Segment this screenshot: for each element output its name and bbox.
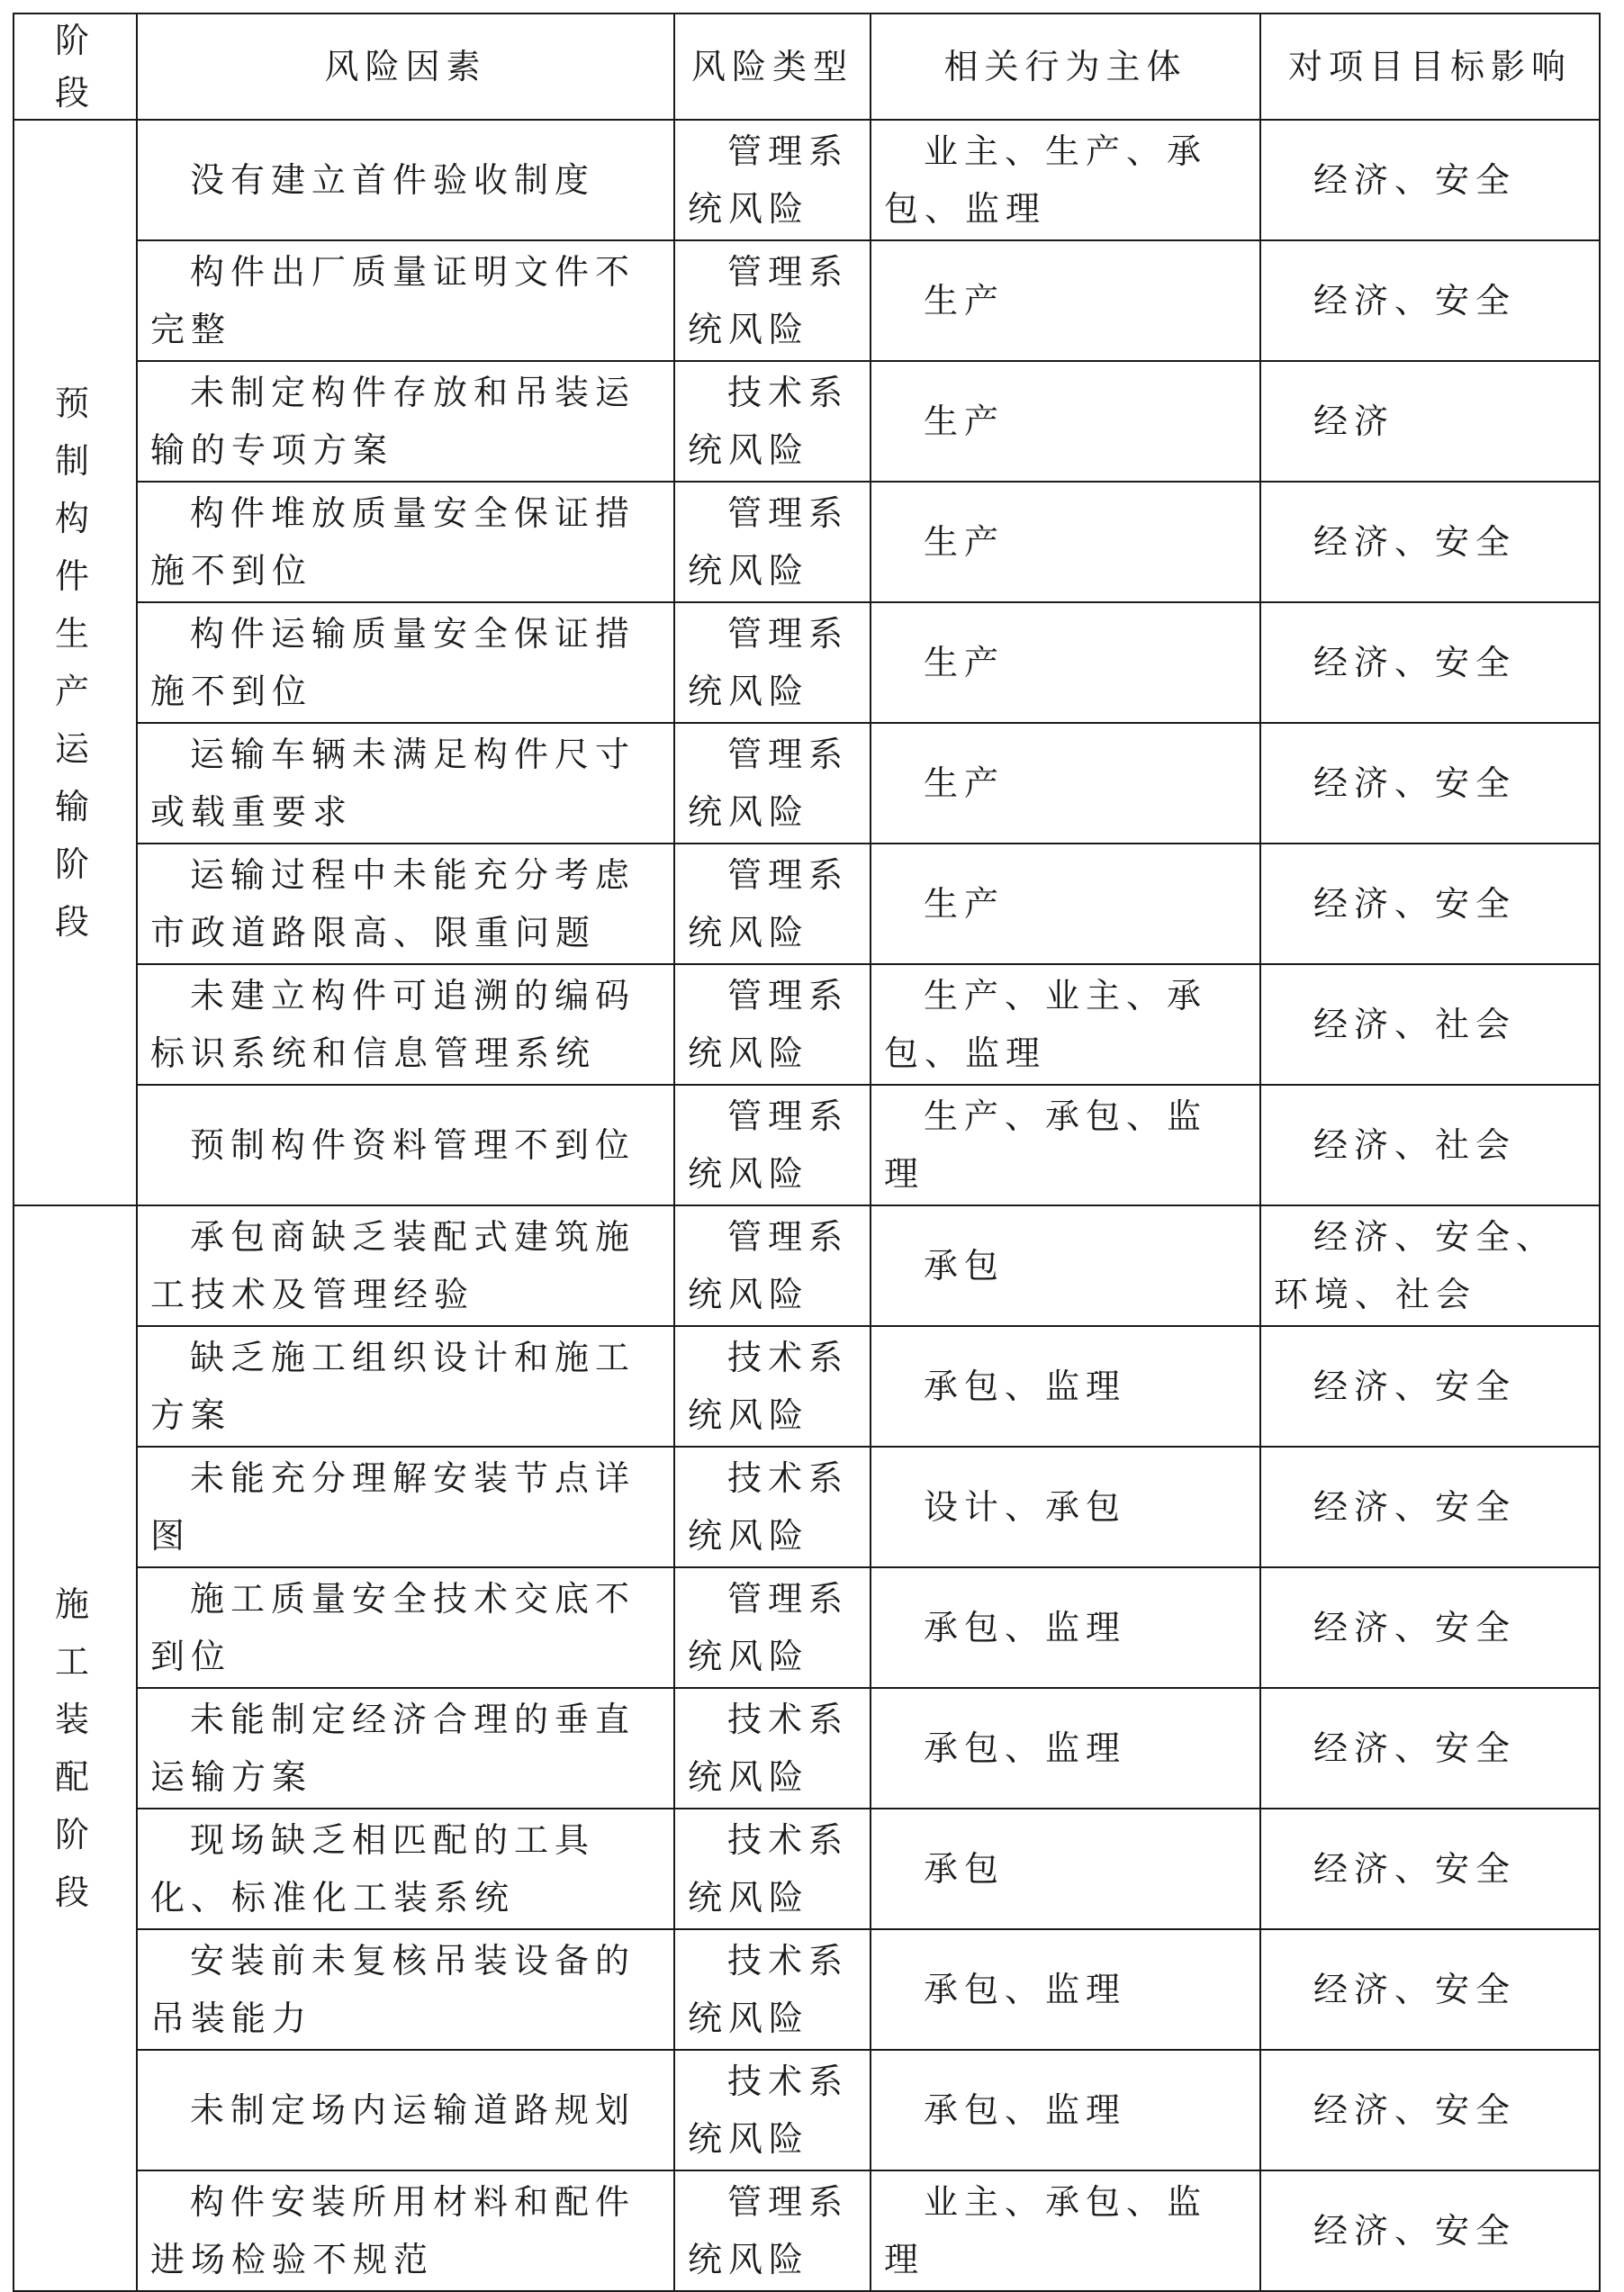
factor-cell: 安装前未复核吊装设备的吊装能力 xyxy=(137,1929,674,2050)
rtype-cell: 技术系统风险 xyxy=(674,2050,871,2170)
rtype-cell: 管理系统风险 xyxy=(674,602,871,723)
factor-cell: 现场缺乏相匹配的工具化、标准化工装系统 xyxy=(137,1809,674,1929)
actor-cell: 承包、监理 xyxy=(871,1688,1260,1809)
factor-cell: 没有建立首件验收制度 xyxy=(137,120,674,240)
factor-cell: 未能充分理解安装节点详图 xyxy=(137,1447,674,1567)
rtype-cell: 技术系统风险 xyxy=(674,1447,871,1567)
table-row xyxy=(14,1085,1600,1205)
actor-cell: 承包、监理 xyxy=(871,1567,1260,1688)
table-row xyxy=(14,1326,1600,1447)
rtype-cell: 技术系统风险 xyxy=(674,1929,871,2050)
table-row xyxy=(14,482,1600,602)
table-row xyxy=(14,1205,1600,1326)
rtype-cell: 技术系统风险 xyxy=(674,1809,871,1929)
header-impact: 对项目目标影响 xyxy=(1260,14,1600,120)
factor-cell: 未制定场内运输道路规划 xyxy=(137,2050,674,2170)
rtype-cell: 管理系统风险 xyxy=(674,844,871,964)
header-type: 风险类型 xyxy=(674,14,871,120)
risk-table xyxy=(13,13,1601,2292)
impact-cell: 经济、安全 xyxy=(1260,1447,1600,1567)
factor-cell: 运输过程中未能充分考虑市政道路限高、限重问题 xyxy=(137,844,674,964)
table-row xyxy=(14,1929,1600,2050)
impact-cell: 经济、安全 xyxy=(1260,1326,1600,1447)
table-row xyxy=(14,844,1600,964)
actor-cell: 生产 xyxy=(871,240,1260,361)
stage-cell xyxy=(14,120,137,1205)
impact-cell: 经济、安全 xyxy=(1260,602,1600,723)
impact-cell: 经济、安全 xyxy=(1260,2170,1600,2291)
actor-cell: 承包 xyxy=(871,1205,1260,1326)
rtype-cell: 技术系统风险 xyxy=(674,1688,871,1809)
rtype-cell: 管理系统风险 xyxy=(674,2170,871,2291)
table-row xyxy=(14,2170,1600,2291)
actor-cell: 承包、监理 xyxy=(871,1326,1260,1447)
factor-cell: 缺乏施工组织设计和施工方案 xyxy=(137,1326,674,1447)
table-row xyxy=(14,1809,1600,1929)
impact-cell: 经济、安全 xyxy=(1260,1809,1600,1929)
rtype-cell: 技术系统风险 xyxy=(674,1326,871,1447)
rtype-cell: 管理系统风险 xyxy=(674,1567,871,1688)
impact-cell: 经济、社会 xyxy=(1260,964,1600,1085)
impact-cell: 经济、安全 xyxy=(1260,482,1600,602)
table-row xyxy=(14,964,1600,1085)
actor-cell: 生产 xyxy=(871,482,1260,602)
factor-cell: 承包商缺乏装配式建筑施工技术及管理经验 xyxy=(137,1205,674,1326)
rtype-cell: 管理系统风险 xyxy=(674,1205,871,1326)
rtype-cell: 技术系统风险 xyxy=(674,361,871,482)
factor-cell: 未能制定经济合理的垂直运输方案 xyxy=(137,1688,674,1809)
factor-cell: 施工质量安全技术交底不到位 xyxy=(137,1567,674,1688)
header-actor: 相关行为主体 xyxy=(871,14,1260,120)
impact-cell: 经济、安全 xyxy=(1260,844,1600,964)
impact-cell: 经济、安全 xyxy=(1260,1929,1600,2050)
impact-cell: 经济、安全 xyxy=(1260,723,1600,844)
rtype-cell: 管理系统风险 xyxy=(674,120,871,240)
stage-label: 预制构件生产运输阶段 xyxy=(54,384,95,942)
actor-cell: 生产、承包、监理 xyxy=(871,1085,1260,1205)
impact-cell: 经济、安全 xyxy=(1260,240,1600,361)
factor-cell: 构件安装所用材料和配件进场检验不规范 xyxy=(137,2170,674,2291)
header-factor: 风险因素 xyxy=(137,14,674,120)
actor-cell: 业主、承包、监理 xyxy=(871,2170,1260,2291)
actor-cell: 承包、监理 xyxy=(871,2050,1260,2170)
factor-cell: 构件出厂质量证明文件不完整 xyxy=(137,240,674,361)
factor-cell: 运输车辆未满足构件尺寸或载重要求 xyxy=(137,723,674,844)
actor-cell: 业主、生产、承包、监理 xyxy=(871,120,1260,240)
factor-cell: 未建立构件可追溯的编码标识系统和信息管理系统 xyxy=(137,964,674,1085)
stage-label: 施工装配阶段 xyxy=(54,1584,95,1912)
header-stage: 阶 段 xyxy=(14,14,137,120)
impact-cell: 经济、安全、环境、社会 xyxy=(1260,1205,1600,1326)
table-body xyxy=(14,120,1600,2291)
factor-cell: 构件运输质量安全保证措施不到位 xyxy=(137,602,674,723)
impact-cell: 经济、安全 xyxy=(1260,1688,1600,1809)
actor-cell: 设计、承包 xyxy=(871,1447,1260,1567)
impact-cell: 经济、安全 xyxy=(1260,2050,1600,2170)
table-row xyxy=(14,361,1600,482)
actor-cell: 承包、监理 xyxy=(871,1929,1260,2050)
actor-cell: 生产 xyxy=(871,723,1260,844)
rtype-cell: 管理系统风险 xyxy=(674,723,871,844)
factor-cell: 构件堆放质量安全保证措施不到位 xyxy=(137,482,674,602)
table-row xyxy=(14,120,1600,240)
table-row xyxy=(14,240,1600,361)
header-row xyxy=(14,14,1600,120)
factor-cell: 预制构件资料管理不到位 xyxy=(137,1085,674,1205)
table-row xyxy=(14,1447,1600,1567)
table-row xyxy=(14,2050,1600,2170)
rtype-cell: 管理系统风险 xyxy=(674,240,871,361)
actor-cell: 生产 xyxy=(871,602,1260,723)
impact-cell: 经济、安全 xyxy=(1260,120,1600,240)
impact-cell: 经济、安全 xyxy=(1260,1567,1600,1688)
factor-cell: 未制定构件存放和吊装运输的专项方案 xyxy=(137,361,674,482)
rtype-cell: 管理系统风险 xyxy=(674,964,871,1085)
table-row xyxy=(14,602,1600,723)
impact-cell: 经济 xyxy=(1260,361,1600,482)
impact-cell: 经济、社会 xyxy=(1260,1085,1600,1205)
stage-cell xyxy=(14,1205,137,2291)
actor-cell: 承包 xyxy=(871,1809,1260,1929)
actor-cell: 生产、业主、承包、监理 xyxy=(871,964,1260,1085)
rtype-cell: 管理系统风险 xyxy=(674,1085,871,1205)
table-row xyxy=(14,723,1600,844)
rtype-cell: 管理系统风险 xyxy=(674,482,871,602)
actor-cell: 生产 xyxy=(871,361,1260,482)
table-row xyxy=(14,1567,1600,1688)
actor-cell: 生产 xyxy=(871,844,1260,964)
table-row xyxy=(14,1688,1600,1809)
